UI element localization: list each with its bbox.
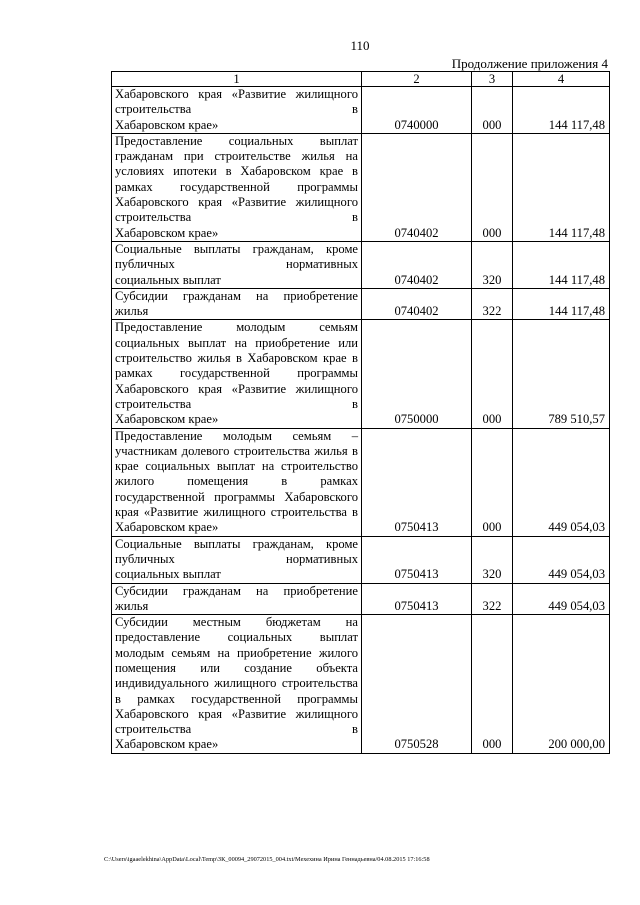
row-amount: 200 000,00 (513, 615, 610, 754)
row-description-last-line: жилья (115, 304, 149, 319)
row-target-code: 0750528 (362, 615, 472, 754)
row-expense-type: 000 (472, 615, 513, 754)
row-amount: 449 054,03 (513, 428, 610, 536)
row-target-code: 0740000 (362, 87, 472, 134)
row-description-last-line: жилья (115, 598, 149, 613)
row-target-code: 0750413 (362, 536, 472, 583)
budget-table (111, 71, 610, 754)
row-description-text: Предоставление молодым семьям социальных выплат на приобретение или строительство жилья в Хабаровском крае в рамках государственной программы Хабаровского края «Развитие жилищного строительства в (115, 320, 358, 411)
column-header-2: 2 (362, 72, 472, 87)
row-description-text: Субсидии гражданам на приобретение (115, 583, 358, 598)
table-row (112, 583, 610, 615)
row-amount: 144 117,48 (513, 288, 610, 320)
table-row (112, 241, 610, 288)
footer-file-path: C:\Users\igaaelekhina\AppData\Local\Temp\ЗК_00094_29072015_004.txt/Мехехина Ирина Геннадьевна/04.08.2015 17:16:58 (104, 856, 430, 863)
row-description-text: Субсидии гражданам на приобретение (115, 288, 358, 303)
column-header-4: 4 (513, 72, 610, 87)
page-number: 110 (350, 38, 370, 53)
row-target-code: 0740402 (362, 133, 472, 241)
row-expense-type: 000 (472, 133, 513, 241)
row-description-text: Социальные выплаты гражданам, кроме публичных нормативных (115, 241, 358, 272)
row-description-text: Хабаровского края «Развитие жилищного строительства в (115, 87, 358, 117)
row-target-code: 0750413 (362, 428, 472, 536)
row-description-last-line: Хабаровском крае» (115, 737, 219, 752)
row-target-code: 0750413 (362, 583, 472, 615)
table-row (112, 428, 610, 536)
row-description (112, 320, 362, 428)
row-target-code: 0740402 (362, 288, 472, 320)
table-row (112, 615, 610, 754)
row-description (112, 87, 362, 134)
column-header-3: 3 (472, 72, 513, 87)
row-description (112, 241, 362, 288)
row-expense-type: 000 (472, 320, 513, 428)
continuation-label: Продолжение приложения 4 (451, 56, 608, 71)
table-row (112, 536, 610, 583)
table-body (112, 87, 610, 754)
row-description-last-line: Хабаровском крае» (115, 117, 219, 132)
row-target-code: 0740402 (362, 241, 472, 288)
row-description (112, 583, 362, 615)
table-row (112, 87, 610, 134)
row-description-text: Предоставление социальных выплат гражданам при строительстве жилья на условиях ипотеки в Хабаровском крае в рамках государственной программы Хабаровского края «Развитие жилищного строительства в (115, 133, 358, 225)
row-expense-type: 320 (472, 536, 513, 583)
row-description-last-line: социальных выплат (115, 567, 221, 582)
column-header-1: 1 (112, 72, 362, 87)
row-description-text: Субсидии местным бюджетам на предоставление социальных выплат молодым семьям на приобретение жилого помещения или создание объекта индивидуального жилищного строительства в рамках государственной программы Хабаровского края «Развитие жилищного строительства в (115, 615, 358, 737)
table-header-row (112, 72, 610, 87)
row-target-code: 0750000 (362, 320, 472, 428)
row-amount: 144 117,48 (513, 133, 610, 241)
table-row (112, 320, 610, 428)
row-description (112, 288, 362, 320)
row-description-last-line: социальных выплат (115, 272, 221, 287)
row-expense-type: 322 (472, 288, 513, 320)
row-description-text: Предоставление молодым семьям – участникам долевого строительства жилья в крае социальных выплат на строительство жилого помещения в рамках государственной программы Хабаровского края «Развитие жилищного строительства в (115, 428, 358, 520)
row-amount: 144 117,48 (513, 241, 610, 288)
row-description (112, 428, 362, 536)
row-description-text: Социальные выплаты гражданам, кроме публичных нормативных (115, 536, 358, 566)
row-description-last-line: Хабаровском крае» (115, 520, 219, 535)
table-row (112, 133, 610, 241)
row-description (112, 133, 362, 241)
row-amount: 789 510,57 (513, 320, 610, 428)
row-description (112, 536, 362, 583)
row-expense-type: 320 (472, 241, 513, 288)
row-description (112, 615, 362, 754)
row-amount: 449 054,03 (513, 536, 610, 583)
row-amount: 144 117,48 (513, 87, 610, 134)
row-expense-type: 000 (472, 428, 513, 536)
row-amount: 449 054,03 (513, 583, 610, 615)
row-expense-type: 322 (472, 583, 513, 615)
row-description-last-line: Хабаровском крае» (115, 225, 219, 240)
row-expense-type: 000 (472, 87, 513, 134)
row-description-last-line: Хабаровском крае» (115, 412, 219, 427)
table-row (112, 288, 610, 320)
